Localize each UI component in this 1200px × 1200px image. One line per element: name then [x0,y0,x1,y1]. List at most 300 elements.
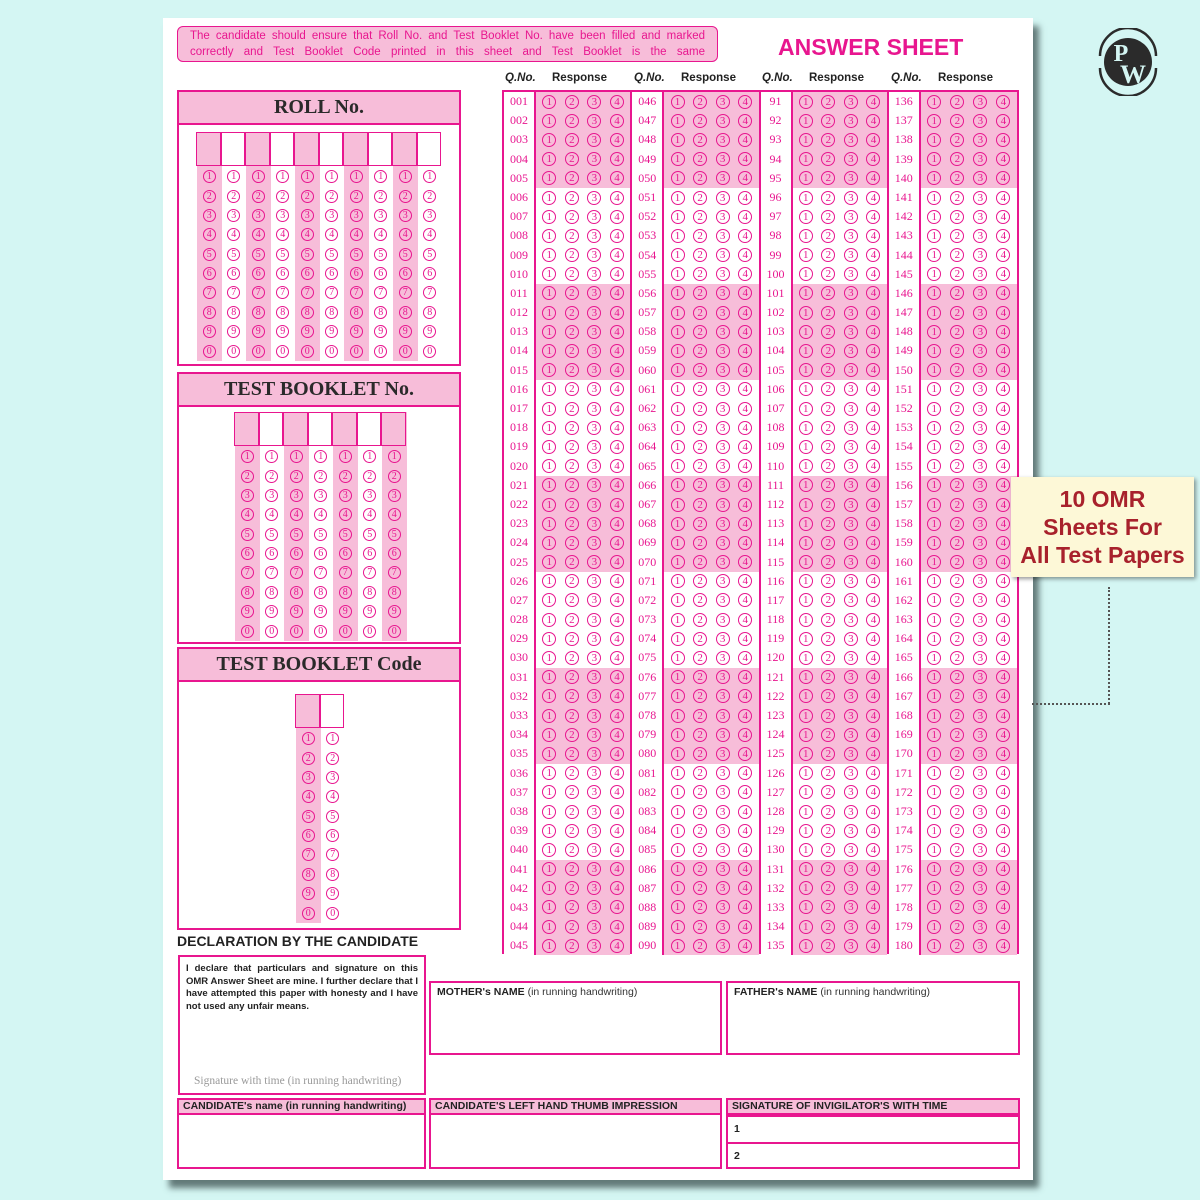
answer-bubble[interactable]: 1 [671,382,685,396]
answer-bubble[interactable]: 3 [587,191,601,205]
answer-bubble[interactable]: 2 [821,747,835,761]
digit-bubble[interactable]: 6 [203,267,216,280]
answer-bubble[interactable]: 4 [866,670,880,684]
digit-bubble[interactable]: 8 [363,586,376,599]
digit-bubble[interactable]: 6 [252,267,265,280]
answer-bubble[interactable]: 4 [610,421,624,435]
answer-bubble[interactable]: 4 [610,363,624,377]
answer-bubble[interactable]: 3 [844,805,858,819]
answer-bubble[interactable]: 3 [716,459,730,473]
answer-bubble[interactable]: 3 [587,881,601,895]
answer-bubble[interactable]: 3 [973,171,987,185]
answer-bubble[interactable]: 3 [587,325,601,339]
answer-bubble[interactable]: 3 [844,382,858,396]
answer-bubble[interactable]: 2 [950,152,964,166]
answer-bubble[interactable]: 3 [587,747,601,761]
digit-bubble[interactable]: 2 [339,470,352,483]
answer-bubble[interactable]: 2 [565,440,579,454]
answer-bubble[interactable]: 4 [866,536,880,550]
answer-bubble[interactable]: 3 [973,805,987,819]
digit-bubble[interactable]: 0 [399,345,412,358]
answer-bubble[interactable]: 1 [927,920,941,934]
answer-bubble[interactable]: 2 [565,267,579,281]
answer-bubble[interactable]: 3 [973,133,987,147]
answer-bubble[interactable]: 3 [587,613,601,627]
answer-bubble[interactable]: 3 [716,229,730,243]
digit-bubble[interactable]: 4 [423,228,436,241]
answer-bubble[interactable]: 1 [799,498,813,512]
answer-bubble[interactable]: 2 [950,574,964,588]
digit-bubble[interactable]: 5 [276,248,289,261]
answer-bubble[interactable]: 1 [671,766,685,780]
answer-bubble[interactable]: 2 [950,344,964,358]
digit-bubble[interactable]: 8 [241,586,254,599]
answer-bubble[interactable]: 3 [716,210,730,224]
answer-bubble[interactable]: 2 [565,152,579,166]
answer-bubble[interactable]: 4 [610,478,624,492]
answer-bubble[interactable]: 3 [973,114,987,128]
answer-bubble[interactable]: 3 [716,747,730,761]
answer-bubble[interactable]: 1 [542,382,556,396]
answer-bubble[interactable]: 3 [973,843,987,857]
answer-bubble[interactable]: 1 [927,517,941,531]
answer-bubble[interactable]: 2 [693,306,707,320]
digit-bubble[interactable]: 1 [325,170,338,183]
answer-bubble[interactable]: 2 [565,766,579,780]
answer-bubble[interactable]: 1 [927,766,941,780]
digit-bubble[interactable]: 4 [241,508,254,521]
answer-bubble[interactable]: 3 [844,498,858,512]
answer-bubble[interactable]: 2 [565,210,579,224]
answer-bubble[interactable]: 3 [844,306,858,320]
answer-bubble[interactable]: 4 [610,555,624,569]
answer-bubble[interactable]: 2 [693,574,707,588]
answer-bubble[interactable]: 4 [610,229,624,243]
answer-bubble[interactable]: 4 [996,440,1010,454]
answer-bubble[interactable]: 1 [927,95,941,109]
answer-bubble[interactable]: 1 [542,152,556,166]
answer-bubble[interactable]: 1 [799,843,813,857]
answer-bubble[interactable]: 2 [821,286,835,300]
answer-bubble[interactable]: 3 [844,881,858,895]
answer-bubble[interactable]: 1 [799,191,813,205]
answer-bubble[interactable]: 2 [950,517,964,531]
answer-bubble[interactable]: 1 [927,440,941,454]
digit-bubble[interactable]: 1 [314,450,327,463]
answer-bubble[interactable]: 3 [844,574,858,588]
answer-bubble[interactable]: 2 [565,862,579,876]
answer-bubble[interactable]: 4 [738,363,752,377]
digit-bubble[interactable]: 6 [302,829,315,842]
digit-entry-box[interactable] [196,132,221,166]
answer-bubble[interactable]: 4 [610,920,624,934]
digit-bubble[interactable]: 0 [339,625,352,638]
answer-bubble[interactable]: 3 [973,248,987,262]
answer-bubble[interactable]: 4 [738,593,752,607]
answer-bubble[interactable]: 4 [738,824,752,838]
digit-bubble[interactable]: 9 [227,325,240,338]
answer-bubble[interactable]: 1 [542,881,556,895]
answer-bubble[interactable]: 1 [542,824,556,838]
answer-bubble[interactable]: 3 [587,267,601,281]
answer-bubble[interactable]: 2 [693,805,707,819]
answer-bubble[interactable]: 1 [671,632,685,646]
answer-bubble[interactable]: 4 [738,191,752,205]
answer-bubble[interactable]: 4 [610,613,624,627]
answer-bubble[interactable]: 2 [693,689,707,703]
answer-bubble[interactable]: 1 [671,171,685,185]
digit-bubble[interactable]: 7 [339,566,352,579]
answer-bubble[interactable]: 2 [565,363,579,377]
digit-bubble[interactable]: 1 [350,170,363,183]
answer-bubble[interactable]: 4 [866,555,880,569]
answer-bubble[interactable]: 2 [950,632,964,646]
answer-bubble[interactable]: 1 [671,613,685,627]
digit-bubble[interactable]: 7 [276,286,289,299]
digit-bubble[interactable]: 4 [325,228,338,241]
answer-bubble[interactable]: 4 [866,613,880,627]
answer-bubble[interactable]: 2 [693,517,707,531]
answer-bubble[interactable]: 1 [799,593,813,607]
digit-bubble[interactable]: 1 [252,170,265,183]
answer-bubble[interactable]: 3 [587,593,601,607]
answer-bubble[interactable]: 1 [799,555,813,569]
answer-bubble[interactable]: 2 [693,95,707,109]
digit-bubble[interactable]: 1 [265,450,278,463]
answer-bubble[interactable]: 4 [610,210,624,224]
answer-bubble[interactable]: 1 [671,229,685,243]
digit-bubble[interactable]: 4 [388,508,401,521]
answer-bubble[interactable]: 2 [821,709,835,723]
digit-bubble[interactable]: 9 [252,325,265,338]
answer-bubble[interactable]: 4 [610,785,624,799]
answer-bubble[interactable]: 2 [821,651,835,665]
answer-bubble[interactable]: 4 [996,632,1010,646]
answer-bubble[interactable]: 1 [671,267,685,281]
answer-bubble[interactable]: 3 [587,210,601,224]
answer-bubble[interactable]: 2 [693,843,707,857]
answer-bubble[interactable]: 4 [610,632,624,646]
answer-bubble[interactable]: 1 [799,325,813,339]
answer-bubble[interactable]: 4 [996,843,1010,857]
digit-bubble[interactable]: 4 [374,228,387,241]
answer-bubble[interactable]: 3 [587,805,601,819]
answer-bubble[interactable]: 4 [866,689,880,703]
mothers-name-field[interactable] [429,981,722,1055]
digit-bubble[interactable]: 7 [302,848,315,861]
digit-bubble[interactable]: 8 [227,306,240,319]
digit-bubble[interactable]: 3 [339,489,352,502]
answer-bubble[interactable]: 2 [565,459,579,473]
answer-bubble[interactable]: 1 [542,843,556,857]
answer-bubble[interactable]: 1 [927,210,941,224]
answer-bubble[interactable]: 2 [950,555,964,569]
answer-bubble[interactable]: 1 [542,498,556,512]
answer-bubble[interactable]: 4 [996,651,1010,665]
answer-bubble[interactable]: 1 [799,171,813,185]
answer-bubble[interactable]: 2 [821,574,835,588]
answer-bubble[interactable]: 4 [866,114,880,128]
answer-bubble[interactable]: 4 [866,267,880,281]
answer-bubble[interactable]: 1 [671,248,685,262]
answer-bubble[interactable]: 2 [950,862,964,876]
answer-bubble[interactable]: 3 [844,286,858,300]
answer-bubble[interactable]: 1 [799,133,813,147]
answer-bubble[interactable]: 2 [821,267,835,281]
answer-bubble[interactable]: 3 [973,670,987,684]
answer-bubble[interactable]: 1 [542,766,556,780]
digit-bubble[interactable]: 9 [363,605,376,618]
answer-bubble[interactable]: 1 [542,709,556,723]
answer-bubble[interactable]: 3 [587,440,601,454]
answer-bubble[interactable]: 3 [587,728,601,742]
answer-bubble[interactable]: 3 [716,593,730,607]
answer-bubble[interactable]: 3 [716,286,730,300]
answer-bubble[interactable]: 1 [542,459,556,473]
digit-bubble[interactable]: 2 [374,190,387,203]
digit-bubble[interactable]: 1 [302,732,315,745]
answer-bubble[interactable]: 3 [587,920,601,934]
invigilator-line-1[interactable]: 1 [728,1115,1018,1142]
answer-bubble[interactable]: 3 [716,402,730,416]
answer-bubble[interactable]: 3 [587,651,601,665]
answer-bubble[interactable]: 1 [927,498,941,512]
answer-bubble[interactable]: 4 [610,728,624,742]
answer-bubble[interactable]: 2 [693,728,707,742]
answer-bubble[interactable]: 3 [716,171,730,185]
answer-bubble[interactable]: 2 [693,133,707,147]
answer-bubble[interactable]: 2 [821,862,835,876]
answer-bubble[interactable]: 3 [716,306,730,320]
answer-bubble[interactable]: 1 [542,728,556,742]
digit-bubble[interactable]: 0 [350,345,363,358]
answer-bubble[interactable]: 2 [693,651,707,665]
answer-bubble[interactable]: 2 [821,191,835,205]
answer-bubble[interactable]: 4 [610,402,624,416]
answer-bubble[interactable]: 3 [716,939,730,953]
answer-bubble[interactable]: 1 [542,191,556,205]
digit-bubble[interactable]: 9 [350,325,363,338]
digit-entry-box[interactable] [245,132,270,166]
answer-bubble[interactable]: 2 [693,862,707,876]
answer-bubble[interactable]: 4 [738,613,752,627]
answer-bubble[interactable]: 1 [927,114,941,128]
digit-bubble[interactable]: 0 [314,625,327,638]
digit-bubble[interactable]: 3 [290,489,303,502]
answer-bubble[interactable]: 3 [973,478,987,492]
answer-bubble[interactable]: 3 [844,555,858,569]
answer-bubble[interactable]: 1 [799,248,813,262]
digit-bubble[interactable]: 5 [302,810,315,823]
answer-bubble[interactable]: 1 [671,900,685,914]
answer-bubble[interactable]: 1 [542,555,556,569]
answer-bubble[interactable]: 2 [693,824,707,838]
answer-bubble[interactable]: 1 [671,709,685,723]
digit-bubble[interactable]: 5 [290,528,303,541]
answer-bubble[interactable]: 1 [799,728,813,742]
digit-bubble[interactable]: 6 [326,829,339,842]
answer-bubble[interactable]: 4 [738,843,752,857]
digit-bubble[interactable]: 8 [326,868,339,881]
answer-bubble[interactable]: 1 [927,651,941,665]
answer-bubble[interactable]: 2 [821,459,835,473]
answer-bubble[interactable]: 1 [542,517,556,531]
answer-bubble[interactable]: 4 [866,210,880,224]
answer-bubble[interactable]: 3 [716,114,730,128]
digit-bubble[interactable]: 9 [265,605,278,618]
digit-bubble[interactable]: 4 [302,790,315,803]
digit-bubble[interactable]: 3 [227,209,240,222]
answer-bubble[interactable]: 1 [671,402,685,416]
answer-bubble[interactable]: 4 [866,920,880,934]
answer-bubble[interactable]: 4 [996,709,1010,723]
answer-bubble[interactable]: 4 [996,402,1010,416]
answer-bubble[interactable]: 4 [610,382,624,396]
answer-bubble[interactable]: 4 [866,133,880,147]
answer-bubble[interactable]: 2 [565,133,579,147]
answer-bubble[interactable]: 1 [542,133,556,147]
answer-bubble[interactable]: 2 [821,114,835,128]
answer-bubble[interactable]: 1 [799,440,813,454]
answer-bubble[interactable]: 2 [821,498,835,512]
digit-bubble[interactable]: 4 [350,228,363,241]
answer-bubble[interactable]: 2 [950,670,964,684]
answer-bubble[interactable]: 2 [821,325,835,339]
answer-bubble[interactable]: 3 [844,402,858,416]
answer-bubble[interactable]: 2 [950,843,964,857]
answer-bubble[interactable]: 1 [671,824,685,838]
digit-bubble[interactable]: 0 [290,625,303,638]
digit-bubble[interactable]: 5 [350,248,363,261]
answer-bubble[interactable]: 4 [996,939,1010,953]
answer-bubble[interactable]: 3 [973,689,987,703]
answer-bubble[interactable]: 3 [973,593,987,607]
answer-bubble[interactable]: 2 [565,670,579,684]
answer-bubble[interactable]: 3 [716,632,730,646]
answer-bubble[interactable]: 4 [738,747,752,761]
digit-bubble[interactable]: 0 [302,907,315,920]
digit-bubble[interactable]: 2 [388,470,401,483]
answer-bubble[interactable]: 1 [542,900,556,914]
answer-bubble[interactable]: 4 [866,344,880,358]
digit-bubble[interactable]: 0 [326,907,339,920]
answer-bubble[interactable]: 1 [927,689,941,703]
answer-bubble[interactable]: 1 [927,325,941,339]
answer-bubble[interactable]: 4 [866,325,880,339]
digit-bubble[interactable]: 0 [301,345,314,358]
answer-bubble[interactable]: 3 [844,939,858,953]
digit-bubble[interactable]: 3 [301,209,314,222]
answer-bubble[interactable]: 1 [671,306,685,320]
digit-bubble[interactable]: 5 [227,248,240,261]
answer-bubble[interactable]: 3 [587,517,601,531]
answer-bubble[interactable]: 4 [610,248,624,262]
answer-bubble[interactable]: 3 [587,382,601,396]
digit-bubble[interactable]: 9 [203,325,216,338]
digit-bubble[interactable]: 3 [374,209,387,222]
answer-bubble[interactable]: 3 [844,709,858,723]
digit-bubble[interactable]: 3 [203,209,216,222]
answer-bubble[interactable]: 1 [542,862,556,876]
answer-bubble[interactable]: 4 [738,805,752,819]
digit-bubble[interactable]: 5 [325,248,338,261]
digit-bubble[interactable]: 5 [374,248,387,261]
answer-bubble[interactable]: 1 [927,747,941,761]
answer-bubble[interactable]: 1 [799,920,813,934]
digit-bubble[interactable]: 6 [276,267,289,280]
answer-bubble[interactable]: 3 [973,536,987,550]
digit-bubble[interactable]: 4 [301,228,314,241]
answer-bubble[interactable]: 1 [542,593,556,607]
answer-bubble[interactable]: 2 [950,939,964,953]
answer-bubble[interactable]: 1 [671,421,685,435]
invigilator-signature-field[interactable] [726,1098,1020,1169]
digit-bubble[interactable]: 7 [265,566,278,579]
answer-bubble[interactable]: 3 [716,191,730,205]
answer-bubble[interactable]: 3 [844,862,858,876]
answer-bubble[interactable]: 4 [738,402,752,416]
answer-bubble[interactable]: 2 [565,613,579,627]
answer-bubble[interactable]: 4 [610,114,624,128]
digit-bubble[interactable]: 7 [388,566,401,579]
answer-bubble[interactable]: 3 [587,785,601,799]
answer-bubble[interactable]: 1 [542,478,556,492]
answer-bubble[interactable]: 2 [950,114,964,128]
answer-bubble[interactable]: 2 [565,555,579,569]
answer-bubble[interactable]: 4 [866,286,880,300]
answer-bubble[interactable]: 2 [693,881,707,895]
digit-bubble[interactable]: 5 [363,528,376,541]
digit-bubble[interactable]: 0 [276,345,289,358]
digit-bubble[interactable]: 1 [388,450,401,463]
answer-bubble[interactable]: 1 [799,785,813,799]
answer-bubble[interactable]: 3 [973,363,987,377]
answer-bubble[interactable]: 1 [542,114,556,128]
digit-bubble[interactable]: 3 [314,489,327,502]
answer-bubble[interactable]: 4 [610,133,624,147]
digit-bubble[interactable]: 7 [241,566,254,579]
answer-bubble[interactable]: 4 [866,747,880,761]
answer-bubble[interactable]: 4 [996,593,1010,607]
answer-bubble[interactable]: 1 [927,613,941,627]
digit-bubble[interactable]: 1 [363,450,376,463]
answer-bubble[interactable]: 2 [565,517,579,531]
digit-bubble[interactable]: 0 [325,345,338,358]
answer-bubble[interactable]: 4 [738,785,752,799]
answer-bubble[interactable]: 1 [799,114,813,128]
answer-bubble[interactable]: 2 [693,536,707,550]
answer-bubble[interactable]: 4 [610,805,624,819]
answer-bubble[interactable]: 2 [565,478,579,492]
answer-bubble[interactable]: 4 [996,805,1010,819]
answer-bubble[interactable]: 4 [996,325,1010,339]
answer-bubble[interactable]: 2 [950,920,964,934]
answer-bubble[interactable]: 2 [950,440,964,454]
answer-bubble[interactable]: 2 [565,248,579,262]
digit-bubble[interactable]: 3 [423,209,436,222]
answer-bubble[interactable]: 1 [799,613,813,627]
answer-bubble[interactable]: 1 [927,670,941,684]
answer-bubble[interactable]: 3 [844,267,858,281]
answer-bubble[interactable]: 2 [950,229,964,243]
answer-bubble[interactable]: 3 [973,267,987,281]
answer-bubble[interactable]: 2 [565,632,579,646]
answer-bubble[interactable]: 3 [844,593,858,607]
answer-bubble[interactable]: 4 [996,728,1010,742]
answer-bubble[interactable]: 1 [799,536,813,550]
answer-bubble[interactable]: 3 [716,267,730,281]
digit-bubble[interactable]: 0 [374,345,387,358]
